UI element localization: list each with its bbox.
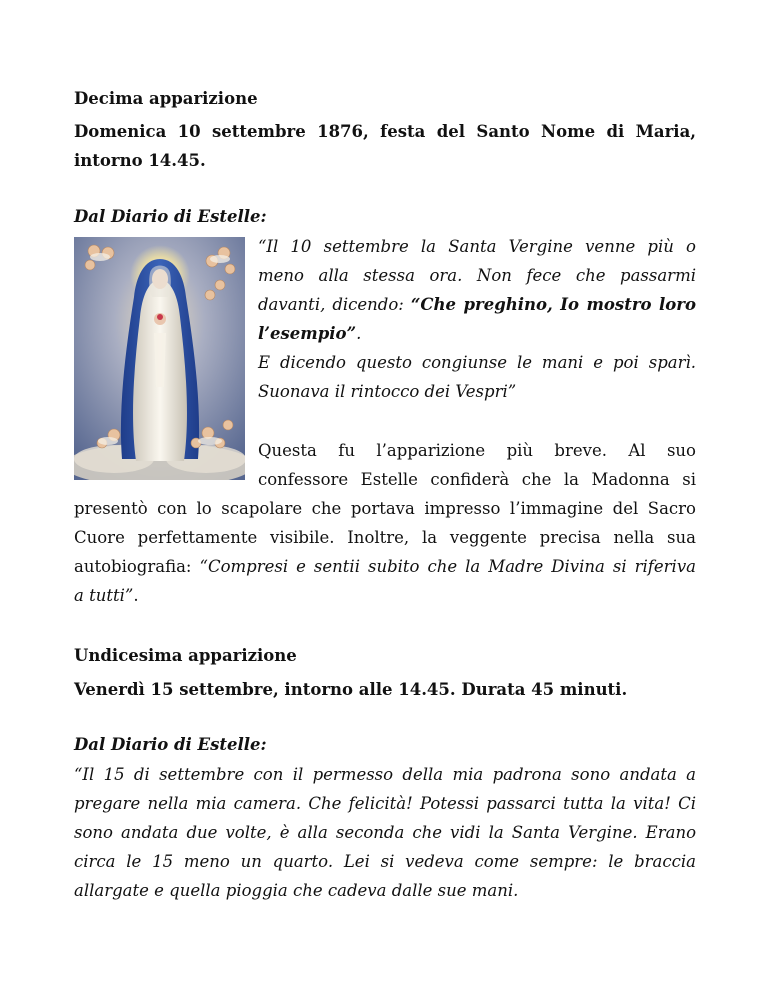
- diary-label-1: Dal Diario di Estelle:: [74, 207, 267, 226]
- section-date-decima: Domenica 10 settembre 1876, festa del Santo Nome di Maria, intorno 14.45.: [74, 122, 696, 170]
- virgin-mary-image: [74, 237, 245, 480]
- section-date-undicesima: Venerdì 15 settembre, intorno alle 14.45. Durata 45 minuti.: [74, 680, 628, 699]
- paragraph-1-bottom: presentò con lo scapolare che portava impresso l’immagine del Sacro Cuore perfettamente visibile. Inoltre, la veggente precisa nella sua autobiografia: “Compresi e sentii subito che la Madre Divina si riferiva a tutti”.: [74, 499, 696, 605]
- section-heading-undicesima: Undicesima apparizione: [74, 646, 297, 665]
- diary-quote-1: “Il 10 settembre la Santa Vergine venne più o meno alla stessa ora. Non fece che passarmi davanti, dicendo: “Che preghino, Io mostro loro l’esempio”. E dicendo questo congiunse le mani e poi sparì. Suonava il rintocco dei Vespri”: [258, 237, 696, 401]
- paragraph-1-top: Questa fu l’apparizione più breve. Al suo confessore Estelle confiderà che la Madonna si: [258, 441, 696, 489]
- diary-quote-2: “Il 15 di settembre con il permesso della mia padrona sono andata a pregare nella mia camera. Che felicità! Potessi passarci tutta la vita! Ci sono andata due volte, è alla seconda che vidi la Santa Vergine. Erano circa le 15 meno un quarto. Lei si vedeva come sempre: le braccia allargate e quella pioggia che cadeva dalle sue mani.: [74, 765, 696, 900]
- section-heading-decima: Decima apparizione: [74, 89, 258, 108]
- diary-label-2: Dal Diario di Estelle:: [74, 735, 267, 754]
